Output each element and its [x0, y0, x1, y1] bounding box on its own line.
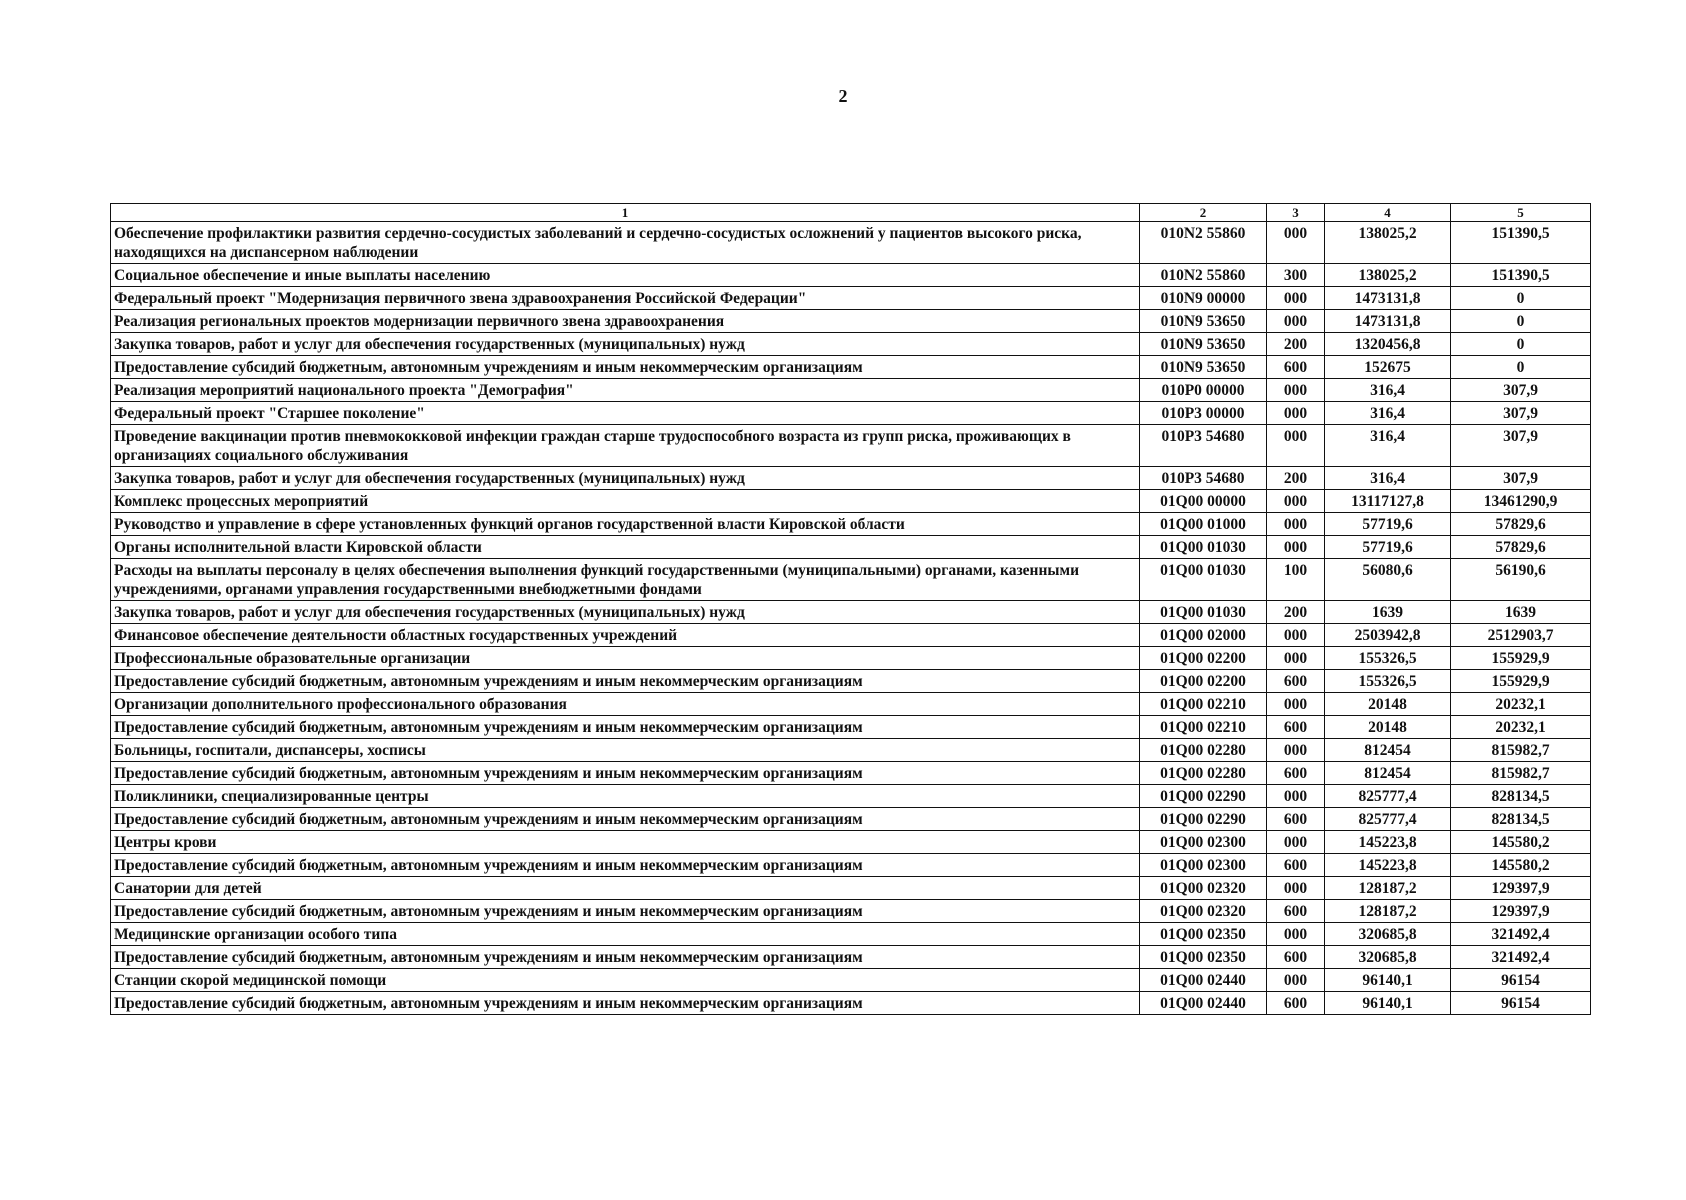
amount-year2-cell: 307,9: [1451, 402, 1591, 425]
table-row: [111, 969, 1591, 992]
expense-name-cell: Предоставление субсидий бюджетным, автономным учреждениям и иным некоммерческим организациям: [111, 670, 1140, 693]
expense-name-cell: Социальное обеспечение и иные выплаты населению: [111, 264, 1140, 287]
expense-type-cell: 000: [1267, 402, 1325, 425]
expense-type-cell: 000: [1267, 287, 1325, 310]
table-row: [111, 310, 1591, 333]
expense-name-cell: Реализация региональных проектов модернизации первичного звена здравоохранения: [111, 310, 1140, 333]
target-code-cell: 01Q00 00000: [1140, 490, 1267, 513]
expense-name-cell: Больницы, госпитали, диспансеры, хосписы: [111, 739, 1140, 762]
expense-type-cell: 600: [1267, 716, 1325, 739]
target-code-cell: 01Q00 01030: [1140, 601, 1267, 624]
target-code-cell: 010N9 00000: [1140, 287, 1267, 310]
target-code-cell: 010P3 54680: [1140, 467, 1267, 490]
amount-year1-cell: 20148: [1325, 716, 1451, 739]
amount-year2-cell: 0: [1451, 356, 1591, 379]
table-row: [111, 877, 1591, 900]
expense-type-cell: 000: [1267, 739, 1325, 762]
expense-type-cell: 000: [1267, 785, 1325, 808]
budget-table: [110, 203, 1591, 1015]
amount-year2-cell: 815982,7: [1451, 739, 1591, 762]
header-col-5: 5: [1451, 204, 1591, 222]
amount-year2-cell: 321492,4: [1451, 923, 1591, 946]
expense-name-cell: Предоставление субсидий бюджетным, автономным учреждениям и иным некоммерческим организациям: [111, 356, 1140, 379]
amount-year1-cell: 152675: [1325, 356, 1451, 379]
target-code-cell: 01Q00 02350: [1140, 923, 1267, 946]
target-code-cell: 01Q00 02440: [1140, 992, 1267, 1015]
target-code-cell: 01Q00 02280: [1140, 762, 1267, 785]
table-row: [111, 831, 1591, 854]
expense-name-cell: Руководство и управление в сфере установленных функций органов государственной власти Кировской области: [111, 513, 1140, 536]
amount-year1-cell: 812454: [1325, 739, 1451, 762]
amount-year2-cell: 145580,2: [1451, 854, 1591, 877]
amount-year2-cell: 145580,2: [1451, 831, 1591, 854]
table-row: [111, 762, 1591, 785]
expense-name-cell: Проведение вакцинации против пневмококковой инфекции граждан старше трудоспособного возраста из групп риска, проживающих в организациях социального обслуживания: [111, 425, 1140, 467]
amount-year1-cell: 56080,6: [1325, 559, 1451, 601]
amount-year2-cell: 56190,6: [1451, 559, 1591, 601]
amount-year2-cell: 155929,9: [1451, 647, 1591, 670]
table-row: [111, 333, 1591, 356]
target-code-cell: 01Q00 01030: [1140, 536, 1267, 559]
table-row: [111, 923, 1591, 946]
table-row: [111, 808, 1591, 831]
amount-year1-cell: 1473131,8: [1325, 287, 1451, 310]
expense-name-cell: Закупка товаров, работ и услуг для обеспечения государственных (муниципальных) нужд: [111, 601, 1140, 624]
amount-year1-cell: 1639: [1325, 601, 1451, 624]
expense-type-cell: 200: [1267, 467, 1325, 490]
expense-type-cell: 100: [1267, 559, 1325, 601]
expense-type-cell: 200: [1267, 601, 1325, 624]
expense-name-cell: Санатории для детей: [111, 877, 1140, 900]
amount-year2-cell: 307,9: [1451, 379, 1591, 402]
table-row: [111, 356, 1591, 379]
amount-year1-cell: 20148: [1325, 693, 1451, 716]
amount-year1-cell: 316,4: [1325, 467, 1451, 490]
table-row: [111, 693, 1591, 716]
expense-type-cell: 000: [1267, 877, 1325, 900]
target-code-cell: 01Q00 02200: [1140, 647, 1267, 670]
expense-type-cell: 000: [1267, 490, 1325, 513]
amount-year1-cell: 825777,4: [1325, 785, 1451, 808]
amount-year1-cell: 155326,5: [1325, 647, 1451, 670]
amount-year2-cell: 0: [1451, 287, 1591, 310]
expense-name-cell: Закупка товаров, работ и услуг для обеспечения государственных (муниципальных) нужд: [111, 467, 1140, 490]
amount-year1-cell: 57719,6: [1325, 513, 1451, 536]
expense-name-cell: Федеральный проект "Модернизация первичного звена здравоохранения Российской Федерации": [111, 287, 1140, 310]
table-row: [111, 785, 1591, 808]
table-row: [111, 670, 1591, 693]
amount-year2-cell: 57829,6: [1451, 536, 1591, 559]
amount-year1-cell: 138025,2: [1325, 264, 1451, 287]
amount-year1-cell: 320685,8: [1325, 946, 1451, 969]
target-code-cell: 010P3 00000: [1140, 402, 1267, 425]
table-row: [111, 946, 1591, 969]
table-row: [111, 402, 1591, 425]
amount-year1-cell: 145223,8: [1325, 831, 1451, 854]
expense-type-cell: 600: [1267, 808, 1325, 831]
table-row: [111, 624, 1591, 647]
amount-year2-cell: 96154: [1451, 969, 1591, 992]
expense-name-cell: Расходы на выплаты персоналу в целях обеспечения выполнения функций государственными (муниципальными) органами, казенными учреждениями, органами управления государственными внебюджетными фондами: [111, 559, 1140, 601]
table-row: [111, 739, 1591, 762]
expense-type-cell: 600: [1267, 356, 1325, 379]
amount-year1-cell: 138025,2: [1325, 222, 1451, 264]
expense-type-cell: 000: [1267, 379, 1325, 402]
amount-year1-cell: 316,4: [1325, 402, 1451, 425]
amount-year2-cell: 815982,7: [1451, 762, 1591, 785]
target-code-cell: 01Q00 02440: [1140, 969, 1267, 992]
amount-year1-cell: 57719,6: [1325, 536, 1451, 559]
expense-type-cell: 000: [1267, 536, 1325, 559]
table-row: [111, 992, 1591, 1015]
table-row: [111, 490, 1591, 513]
amount-year1-cell: 1320456,8: [1325, 333, 1451, 356]
target-code-cell: 01Q00 02000: [1140, 624, 1267, 647]
target-code-cell: 01Q00 02320: [1140, 900, 1267, 923]
amount-year2-cell: 2512903,7: [1451, 624, 1591, 647]
amount-year2-cell: 155929,9: [1451, 670, 1591, 693]
amount-year2-cell: 1639: [1451, 601, 1591, 624]
expense-name-cell: Предоставление субсидий бюджетным, автономным учреждениям и иным некоммерческим организациям: [111, 992, 1140, 1015]
header-col-3: 3: [1267, 204, 1325, 222]
table-row: [111, 900, 1591, 923]
table-row: [111, 467, 1591, 490]
table-row: [111, 536, 1591, 559]
target-code-cell: 01Q00 01000: [1140, 513, 1267, 536]
expense-name-cell: Предоставление субсидий бюджетным, автономным учреждениям и иным некоммерческим организациям: [111, 900, 1140, 923]
expense-name-cell: Медицинские организации особого типа: [111, 923, 1140, 946]
expense-name-cell: Комплекс процессных мероприятий: [111, 490, 1140, 513]
expense-type-cell: 000: [1267, 969, 1325, 992]
amount-year1-cell: 1473131,8: [1325, 310, 1451, 333]
expense-type-cell: 600: [1267, 670, 1325, 693]
table-row: [111, 854, 1591, 877]
amount-year2-cell: 0: [1451, 333, 1591, 356]
expense-type-cell: 000: [1267, 513, 1325, 536]
amount-year2-cell: 96154: [1451, 992, 1591, 1015]
header-col-4: 4: [1325, 204, 1451, 222]
target-code-cell: 01Q00 02290: [1140, 808, 1267, 831]
expense-type-cell: 600: [1267, 946, 1325, 969]
amount-year1-cell: 128187,2: [1325, 877, 1451, 900]
amount-year2-cell: 20232,1: [1451, 693, 1591, 716]
header-col-1: 1: [111, 204, 1140, 222]
amount-year1-cell: 13117127,8: [1325, 490, 1451, 513]
amount-year2-cell: 828134,5: [1451, 808, 1591, 831]
table-header: [111, 204, 1591, 222]
target-code-cell: 01Q00 02300: [1140, 831, 1267, 854]
expense-name-cell: Предоставление субсидий бюджетным, автономным учреждениям и иным некоммерческим организациям: [111, 808, 1140, 831]
amount-year2-cell: 13461290,9: [1451, 490, 1591, 513]
amount-year2-cell: 129397,9: [1451, 900, 1591, 923]
target-code-cell: 010N9 53650: [1140, 333, 1267, 356]
target-code-cell: 01Q00 02280: [1140, 739, 1267, 762]
amount-year1-cell: 145223,8: [1325, 854, 1451, 877]
table-body: [111, 222, 1591, 1015]
expense-type-cell: 600: [1267, 992, 1325, 1015]
expense-name-cell: Предоставление субсидий бюджетным, автономным учреждениям и иным некоммерческим организациям: [111, 762, 1140, 785]
target-code-cell: 010P3 54680: [1140, 425, 1267, 467]
expense-type-cell: 000: [1267, 425, 1325, 467]
table-row: [111, 379, 1591, 402]
amount-year2-cell: 57829,6: [1451, 513, 1591, 536]
amount-year2-cell: 307,9: [1451, 425, 1591, 467]
expense-type-cell: 000: [1267, 310, 1325, 333]
amount-year2-cell: 129397,9: [1451, 877, 1591, 900]
target-code-cell: 01Q00 01030: [1140, 559, 1267, 601]
table-row: [111, 264, 1591, 287]
expense-type-cell: 000: [1267, 693, 1325, 716]
target-code-cell: 01Q00 02320: [1140, 877, 1267, 900]
expense-type-cell: 000: [1267, 923, 1325, 946]
target-code-cell: 01Q00 02210: [1140, 693, 1267, 716]
amount-year1-cell: 96140,1: [1325, 969, 1451, 992]
header-col-2: 2: [1140, 204, 1267, 222]
expense-type-cell: 600: [1267, 762, 1325, 785]
header-row: [111, 204, 1591, 222]
expense-name-cell: Обеспечение профилактики развития сердечно-сосудистых заболеваний и сердечно-сосудистых осложнений у пациентов высокого риска, находящихся на диспансерном наблюдении: [111, 222, 1140, 264]
expense-type-cell: 000: [1267, 222, 1325, 264]
amount-year2-cell: 151390,5: [1451, 222, 1591, 264]
amount-year2-cell: 307,9: [1451, 467, 1591, 490]
amount-year1-cell: 316,4: [1325, 425, 1451, 467]
amount-year1-cell: 825777,4: [1325, 808, 1451, 831]
table-row: [111, 647, 1591, 670]
table-row: [111, 425, 1591, 467]
target-code-cell: 01Q00 02350: [1140, 946, 1267, 969]
expense-name-cell: Предоставление субсидий бюджетным, автономным учреждениям и иным некоммерческим организациям: [111, 854, 1140, 877]
expense-name-cell: Реализация мероприятий национального проекта "Демография": [111, 379, 1140, 402]
target-code-cell: 010N2 55860: [1140, 222, 1267, 264]
amount-year1-cell: 96140,1: [1325, 992, 1451, 1015]
target-code-cell: 010N9 53650: [1140, 356, 1267, 379]
table-row: [111, 601, 1591, 624]
table-row: [111, 559, 1591, 601]
expense-type-cell: 000: [1267, 624, 1325, 647]
expense-name-cell: Предоставление субсидий бюджетным, автономным учреждениям и иным некоммерческим организациям: [111, 946, 1140, 969]
amount-year1-cell: 155326,5: [1325, 670, 1451, 693]
expense-name-cell: Поликлиники, специализированные центры: [111, 785, 1140, 808]
expense-name-cell: Организации дополнительного профессионального образования: [111, 693, 1140, 716]
expense-name-cell: Органы исполнительной власти Кировской области: [111, 536, 1140, 559]
expense-name-cell: Центры крови: [111, 831, 1140, 854]
amount-year1-cell: 128187,2: [1325, 900, 1451, 923]
expense-name-cell: Закупка товаров, работ и услуг для обеспечения государственных (муниципальных) нужд: [111, 333, 1140, 356]
target-code-cell: 01Q00 02210: [1140, 716, 1267, 739]
target-code-cell: 010P0 00000: [1140, 379, 1267, 402]
expense-type-cell: 000: [1267, 831, 1325, 854]
target-code-cell: 01Q00 02300: [1140, 854, 1267, 877]
amount-year1-cell: 2503942,8: [1325, 624, 1451, 647]
expense-name-cell: Станции скорой медицинской помощи: [111, 969, 1140, 992]
expense-type-cell: 600: [1267, 900, 1325, 923]
expense-type-cell: 300: [1267, 264, 1325, 287]
target-code-cell: 010N2 55860: [1140, 264, 1267, 287]
target-code-cell: 01Q00 02200: [1140, 670, 1267, 693]
amount-year2-cell: 151390,5: [1451, 264, 1591, 287]
table-row: [111, 222, 1591, 264]
expense-name-cell: Предоставление субсидий бюджетным, автономным учреждениям и иным некоммерческим организациям: [111, 716, 1140, 739]
expense-name-cell: Финансовое обеспечение деятельности областных государственных учреждений: [111, 624, 1140, 647]
expense-name-cell: Профессиональные образовательные организации: [111, 647, 1140, 670]
table-row: [111, 513, 1591, 536]
amount-year2-cell: 20232,1: [1451, 716, 1591, 739]
target-code-cell: 010N9 53650: [1140, 310, 1267, 333]
amount-year1-cell: 320685,8: [1325, 923, 1451, 946]
expense-name-cell: Федеральный проект "Старшее поколение": [111, 402, 1140, 425]
amount-year1-cell: 812454: [1325, 762, 1451, 785]
target-code-cell: 01Q00 02290: [1140, 785, 1267, 808]
amount-year2-cell: 0: [1451, 310, 1591, 333]
table-row: [111, 716, 1591, 739]
page-number: 2: [838, 86, 848, 106]
expense-type-cell: 600: [1267, 854, 1325, 877]
expense-type-cell: 000: [1267, 647, 1325, 670]
amount-year2-cell: 828134,5: [1451, 785, 1591, 808]
table-row: [111, 287, 1591, 310]
amount-year2-cell: 321492,4: [1451, 946, 1591, 969]
amount-year1-cell: 316,4: [1325, 379, 1451, 402]
expense-type-cell: 200: [1267, 333, 1325, 356]
